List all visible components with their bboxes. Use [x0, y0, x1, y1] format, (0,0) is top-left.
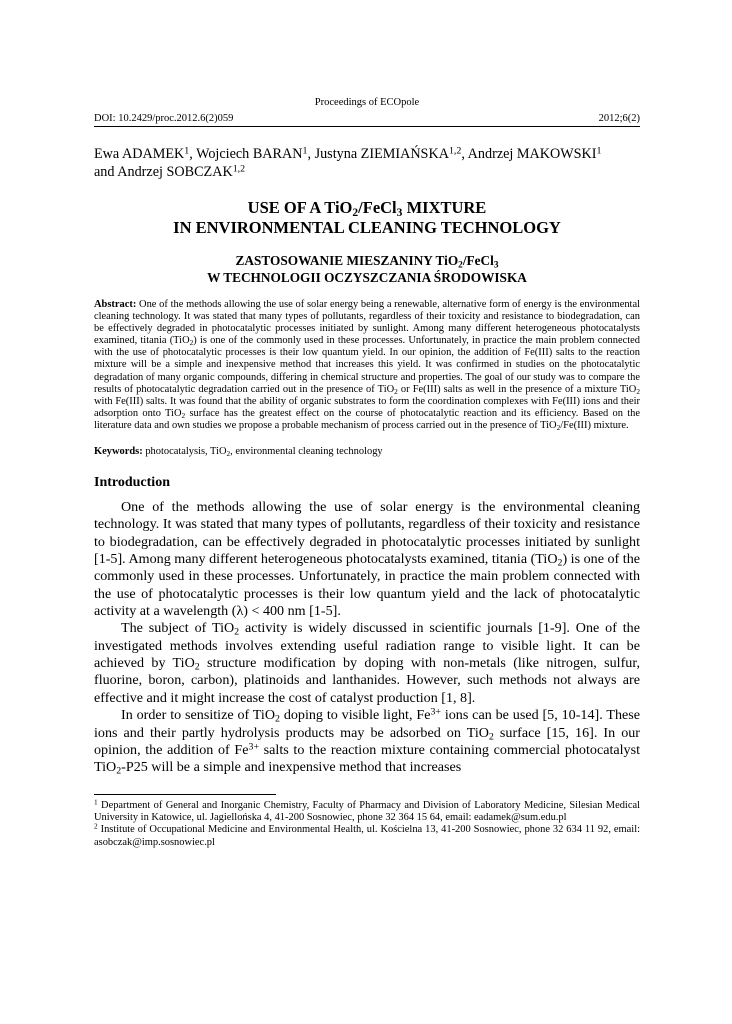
- abstract-label: Abstract:: [94, 299, 137, 310]
- doi: DOI: 10.2429/proc.2012.6(2)059: [94, 113, 234, 124]
- affiliation-mark: 1,2: [232, 163, 246, 175]
- abstract: Abstract: One of the methods allowing the use of solar energy being a renewable, alternative form of energy is the environmental cleaning technology. It was stated that many types of pollutants, regardless of their toxicity and resistance to biodegradation, can be effectively degraded in photocatalytic processes initiated by sunlight. Among many different heterogeneous photocatalysts examined, titania (TiO$_2$) is one of the commonly used in these processes. Unfortunately, in practice the main problem connected with the use of photocatalytic processes is their low quantum yield. In our opinion, the addition of Fe(III) salts to the reaction mixture will be a simple and inexpensive method that increases this yield. It was confirmed in studies on the photocatalytic degradation of many organic compounds, differing in chemical structure and properties. The goal of our study was to compare the results of photocatalytic degradation carried out in the presence of TiO$_2$ or Fe(III) salts as well in the presence of a mixture TiO$_2$ with Fe(III) salts. It was found that the ability of organic substrates to form the coordination complexes with Fe(III) ions and their adsorption onto TiO$_2$ surface has the greatest effect on the course of photocatalytic reaction and its efficiency. Based on the literature data and own studies we propose a probable mechanism of process carried out in the presence of TiO$_2$/Fe(III) mixture.: [94, 299, 641, 432]
- introduction-body: [94, 499, 640, 777]
- issue: 2012;6(2): [598, 113, 640, 124]
- doi-row: [94, 112, 640, 127]
- author: Andrzej SOBCZAK: [117, 164, 233, 180]
- author: Justyna ZIEMIAŃSKA: [314, 146, 449, 162]
- affiliation-mark: 1: [596, 145, 602, 157]
- author: Wojciech BARAN: [196, 146, 303, 162]
- author: Andrzej MAKOWSKI: [467, 146, 597, 162]
- paper-title: USE OF A TiO$_2$/FeCl$_3$ MIXTURE IN ENVIRONMENTAL CLEANING TECHNOLOGY: [173, 198, 561, 237]
- paragraph: The subject of TiO$_2$ activity is widely discussed in scientific journals [1-9]. One of the investigated methods involves extending useful radiation range to visible light. It can be achieved by TiO$_2$ structure modification by doping with non-metals (like nitrogen, sulfur, fluorine, boron, carbon), platinoids and lanthanides. However, such methods not always are effective and it might increase the cost of catalyst production [1, 8].: [94, 620, 640, 706]
- keywords: Keywords: photocatalysis, TiO$_2$, environmental cleaning technology: [94, 446, 383, 458]
- footnote-1: $^1$ Department of General and Inorganic Chemistry, Faculty of Pharmacy and Division of Laboratory Medicine, Silesian Medical University in Katowice, ul. Jagiellońska 4, 41-200 Sosnowiec, phone 32 364 15 64, email: eadamek@sum.edu.pl: [94, 797, 640, 823]
- affiliation-mark: 1: [184, 145, 190, 157]
- paragraph: In order to sensitize of TiO$_2$ doping to visible light, $Fe^{3+}$ ions can be used [5, 10-14]. These ions and their partly hydrolysis products may be adsorbed on TiO$_2$ surface [15, 16]. In our opinion, the addition of $Fe^{3+}$ salts to the reaction mixture containing commercial photocatalyst TiO$_2$-P25 will be a simple and inexpensive method that increases: [94, 706, 640, 777]
- paper-subtitle-polish: ZASTOSOWANIE MIESZANINY TiO$_2$/FeCl$_3$ W TECHNOLOGII OCZYSZCZANIA ŚRODOWISKA: [207, 253, 527, 285]
- footnotes: [94, 797, 640, 850]
- affiliation-mark: 1,2: [448, 145, 462, 157]
- footnote-divider: [94, 794, 276, 795]
- footnote-2: $^2$ Institute of Occupational Medicine and Environmental Health, ul. Kościelna 13, 41-200 Sosnowiec, phone 32 634 11 92, email: asobczak@imp.sosnowiec.pl: [94, 822, 640, 848]
- proceedings-header: Proceedings of ECOpole: [314, 97, 420, 108]
- author-list: Ewa ADAMEK$^1$, Wojciech BARAN$^1$, Justyna ZIEMIAŃSKA$^{1,2}$, Andrzej MAKOWSKI$^1$ and Andrzej SOBCZAK$^{1,2}$: [94, 145, 602, 180]
- section-heading-introduction: Introduction: [94, 475, 170, 491]
- paper-page: [94, 96, 640, 849]
- affiliation-mark: 1: [302, 145, 308, 157]
- paragraph: One of the methods allowing the use of solar energy is the environmental cleaning technology. It was stated that many types of pollutants, regardless of their toxicity and resistance to biodegradation, can be effectively degraded in photocatalytic processes initiated by sunlight [1-5]. Among many different heterogeneous photocatalysts examined, titania (TiO$_2$) is one of the commonly used in these processes. Unfortunately, in practice the main problem connected with the use of photocatalytic processes is their low quantum yield and the lack of photocatalytic activity at a wavelength (λ) < 400 nm [1-5].: [94, 499, 640, 620]
- author: Ewa ADAMEK: [94, 146, 185, 162]
- keywords-label: Keywords:: [94, 446, 143, 458]
